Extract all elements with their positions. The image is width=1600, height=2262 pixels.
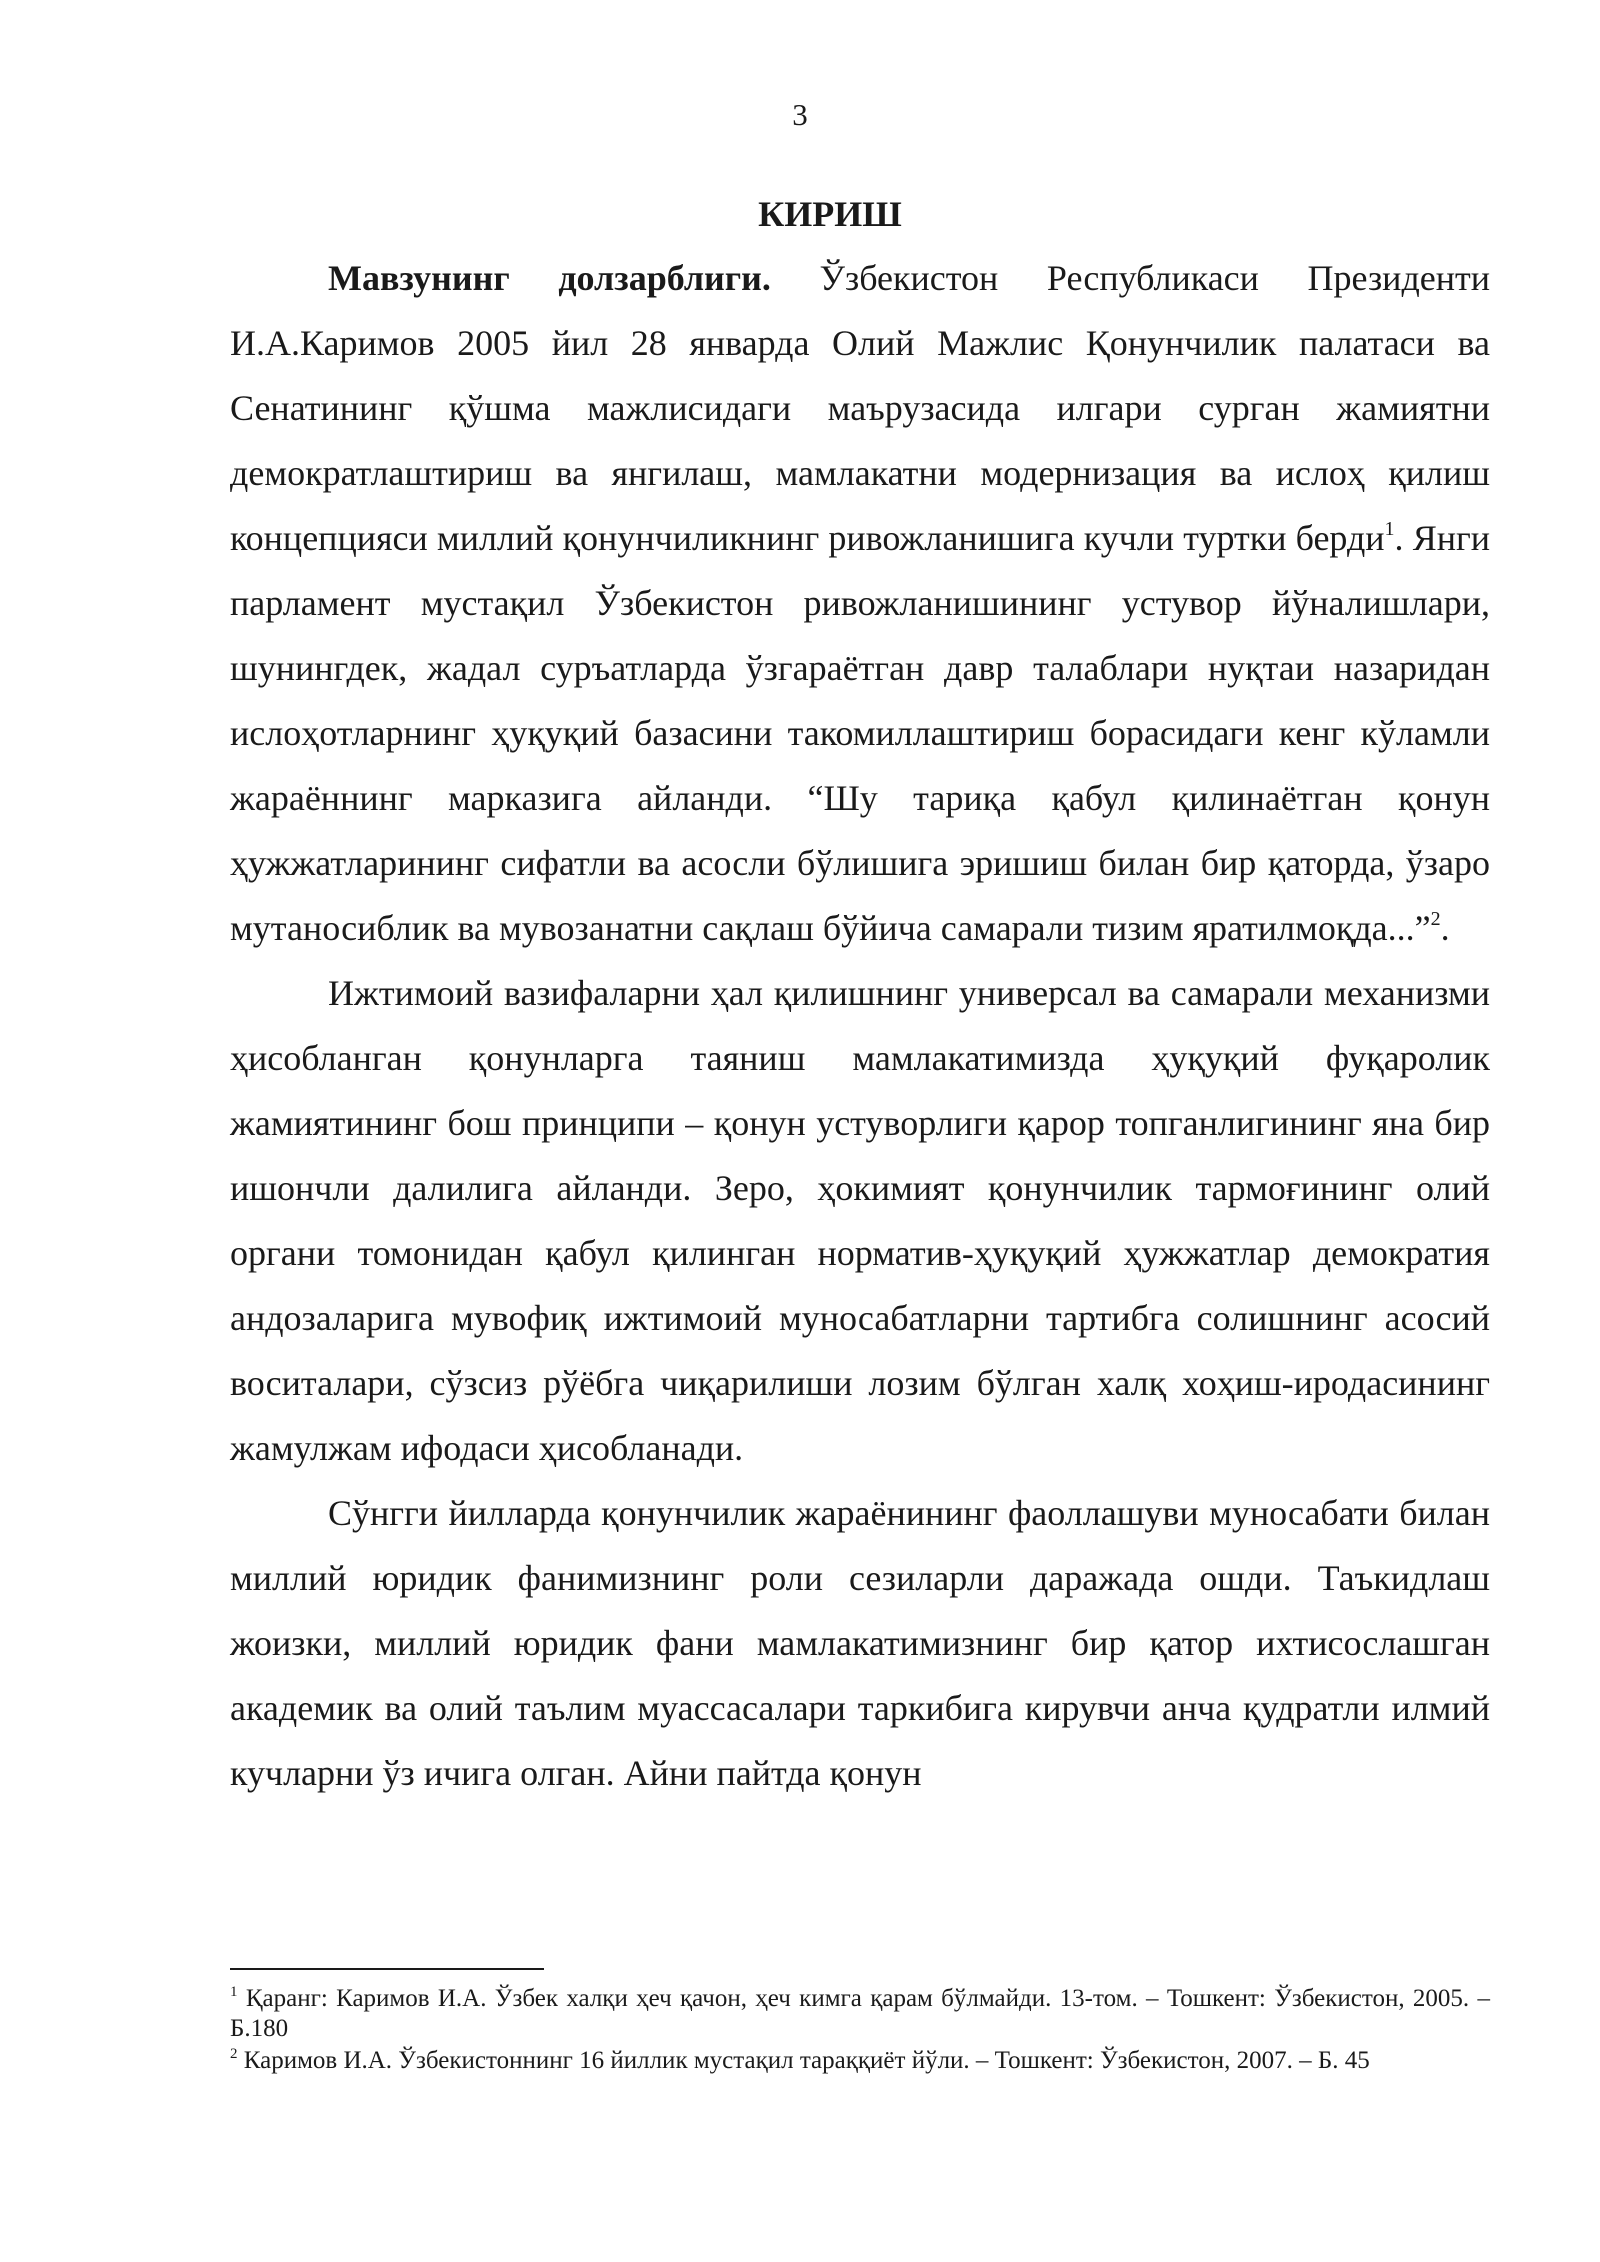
footnote-1 xyxy=(230,1984,1490,2044)
footnote-text: Қаранг: Каримов И.А. Ўзбек халқи ҳеч қачон, ҳеч кимга қарам бўлмайди. 13-том. – Тошкент: Ўзбекистон, 2005. – Б.180 xyxy=(230,1985,1490,2042)
footnote-ref-1[interactable]: 1 xyxy=(1384,518,1395,540)
footnote-mark: 2 xyxy=(230,2046,238,2062)
paragraph-recent-years: Сўнгги йилларда қонунчилик жараёнининг фаоллашуви муносабати билан миллий юридик фанимизнинг роли сезиларли даражада ошди. Таъкидлаш жоизки, миллий юридик фани мамлакатимизнинг бир қатор ихтисослашган академик ва олий таълим муассасалари таркибига кирувчи анча қудратли илмий кучларни ўз ичига олган. Айни пайтда қонун xyxy=(230,1493,1490,1793)
footnote-ref-2[interactable]: 2 xyxy=(1430,908,1441,930)
paragraph-relevance xyxy=(230,246,1490,961)
page-number: 3 xyxy=(792,97,808,132)
footnote-text: Каримов И.А. Ўзбекистоннинг 16 йиллик мустақил тараққиёт йўли. – Тошкент: Ўзбекистон, 2007. – Б. 45 xyxy=(237,2047,1370,2074)
section-title: КИРИШ xyxy=(758,194,902,234)
paragraph-text: . Янги парламент мустақил Ўзбекистон ривожланишининг устувор йўналишлари, шунингдек, жадал суръатларда ўзгараётган давр талаблари нуқтаи назаридан ислоҳотларнинг ҳуқуқий базасини такомиллаштириш борасидаги кенг кўламли жараённинг марказига айланди. “Шу тариқа қабул қилинаётган қонун ҳужжатларининг сифатли ва асосли бўлишига эришиш билан бир қаторда, ўзаро мутаносиблик ва мувозанатни сақлаш бўйича самарали тизим яратилмоқда...” xyxy=(230,518,1491,948)
footnote-mark: 1 xyxy=(230,1984,238,2000)
body-text xyxy=(230,246,1490,1806)
paragraph-social-tasks: Ижтимоий вазифаларни ҳал қилишнинг универсал ва самарали механизми ҳисобланган қонунларга таяниш мамлакатимизда ҳуқуқий фуқаролик жамиятининг бош принципи – қонун устуворлиги қарор топганлигининг яна бир ишончли далилига айланди. Зеро, ҳокимият қонунчилик тармоғининг олий органи томонидан қабул қилинган норматив-ҳуқуқий ҳужжатлар демократия андозаларига мувофиқ ижтимоий муносабатларни тартибга солишнинг асосий воситалари, сўзсиз рўёбга чиқарилиши лозим бўлган халқ хоҳиш-иродасининг жамулжам ифодаси ҳисобланади. xyxy=(230,973,1490,1468)
paragraph-text: . xyxy=(1440,908,1450,948)
paragraph-lead: Мавзунинг долзарблиги. xyxy=(328,258,771,298)
footnotes xyxy=(230,1984,1490,2078)
footnote-divider xyxy=(230,1968,544,1970)
paragraph-text: Ўзбекистон Республикаси Президенти И.А.Каримов 2005 йил 28 январда Олий Мажлис Қонунчилик палатаси ва Сенатининг қўшма мажлисидаги маърузасида илгари сурган жамиятни демократлаштириш ва янгилаш, мамлакатни модернизация ва ислоҳ қилиш концепцияси миллий қонунчиликнинг ривожланишига кучли туртки берди xyxy=(230,258,1490,558)
footnote-2 xyxy=(230,2046,1490,2076)
